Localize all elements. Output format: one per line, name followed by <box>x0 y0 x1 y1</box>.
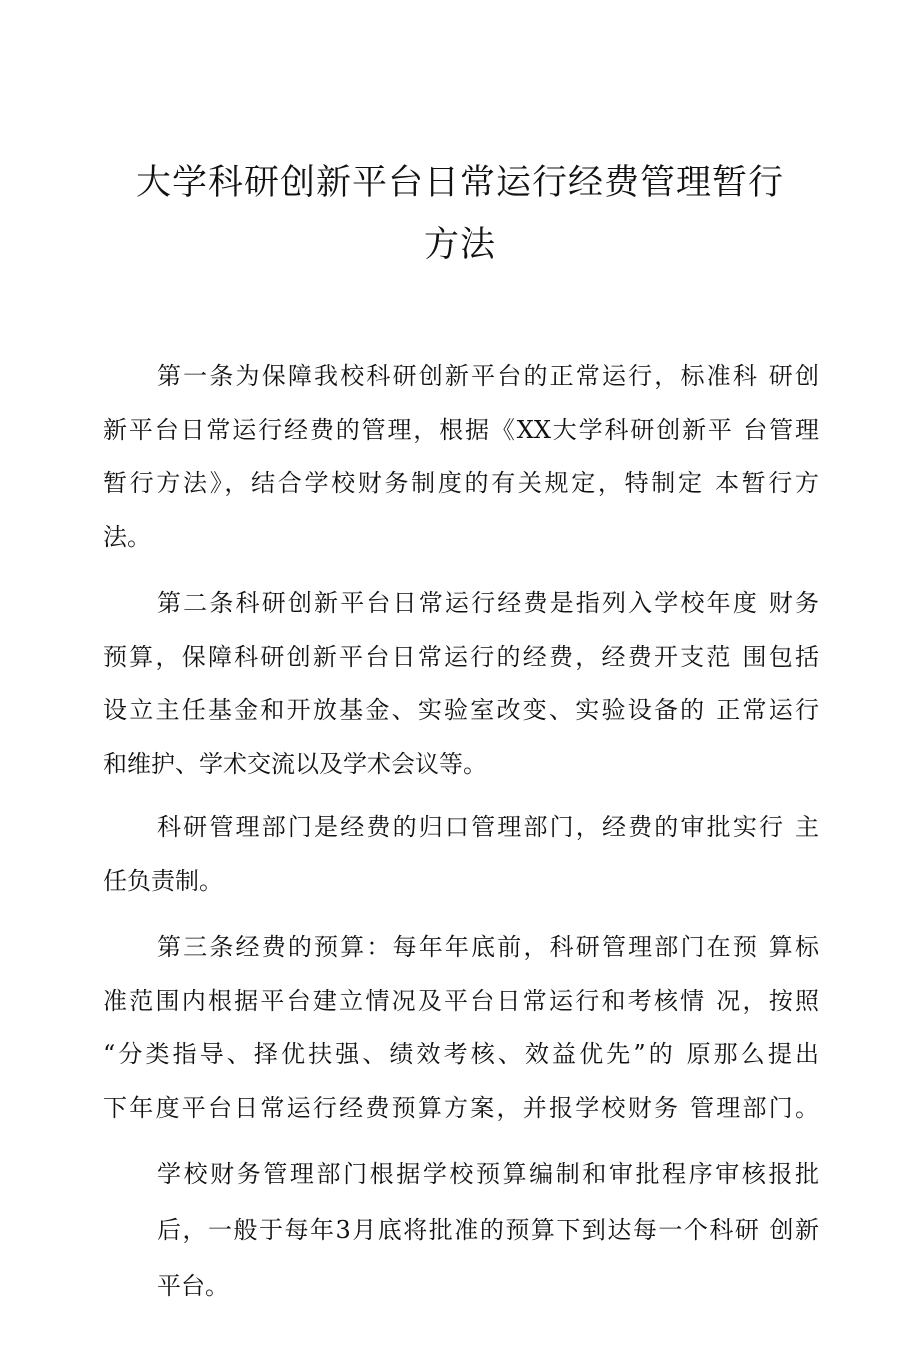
paragraph-4-line-4: 下年度平台日常运行经费预算方案，并报学校财务 管理部门。 <box>103 1094 819 1122</box>
paragraph-1-line-1: 第一条为保障我校科研创新平台的正常运行，标准科 研创 <box>157 362 819 390</box>
paragraph-3-line-1: 科研管理部门是经费的归口管理部门，经费的审批实行 主 <box>157 813 819 841</box>
paragraph-5-line-2: 后，一般于每年3月底将批准的预算下到达每一个科研 创新 <box>157 1216 819 1244</box>
paragraph-5-line-1: 学校财务管理部门根据学校预算编制和审批程序审核报批 <box>157 1160 819 1188</box>
paragraph-2-line-1: 第二条科研创新平台日常运行经费是指列入学校年度 财务 <box>157 589 819 617</box>
paragraph-2-line-4: 和维护、学术交流以及学术会议等。 <box>103 750 487 778</box>
paragraph-2-line-2: 预算，保障科研创新平台日常运行的经费，经费开支范 围包括 <box>103 643 819 671</box>
paragraph-4-line-1: 第三条经费的预算：每年年底前，科研管理部门在预 算标 <box>157 933 819 961</box>
paragraph-4-line-2: 准范围内根据平台建立情况及平台日常运行和考核情 况，按照 <box>103 987 819 1015</box>
paragraph-3-line-2: 任负责制。 <box>103 867 223 895</box>
paragraph-1-line-4: 法。 <box>103 523 151 551</box>
paragraph-5-line-3: 平台。 <box>157 1272 229 1300</box>
paragraph-1-line-2: 新平台日常运行经费的管理，根据《XX大学科研创新平 台管理 <box>103 416 819 444</box>
document-title-line-2: 方法 <box>423 225 496 265</box>
document-title-line-1: 大学科研创新平台日常运行经费管理暂行 <box>135 163 784 203</box>
paragraph-4-line-3: “分类指导、择优扶强、绩效考核、效益优先”的 原那么提出 <box>103 1040 819 1068</box>
paragraph-2-line-3: 设立主任基金和开放基金、实验室改变、实验设备的 正常运行 <box>103 696 819 724</box>
paragraph-1-line-3: 暂行方法》，结合学校财务制度的有关规定，特制定 本暂行方 <box>103 469 819 497</box>
